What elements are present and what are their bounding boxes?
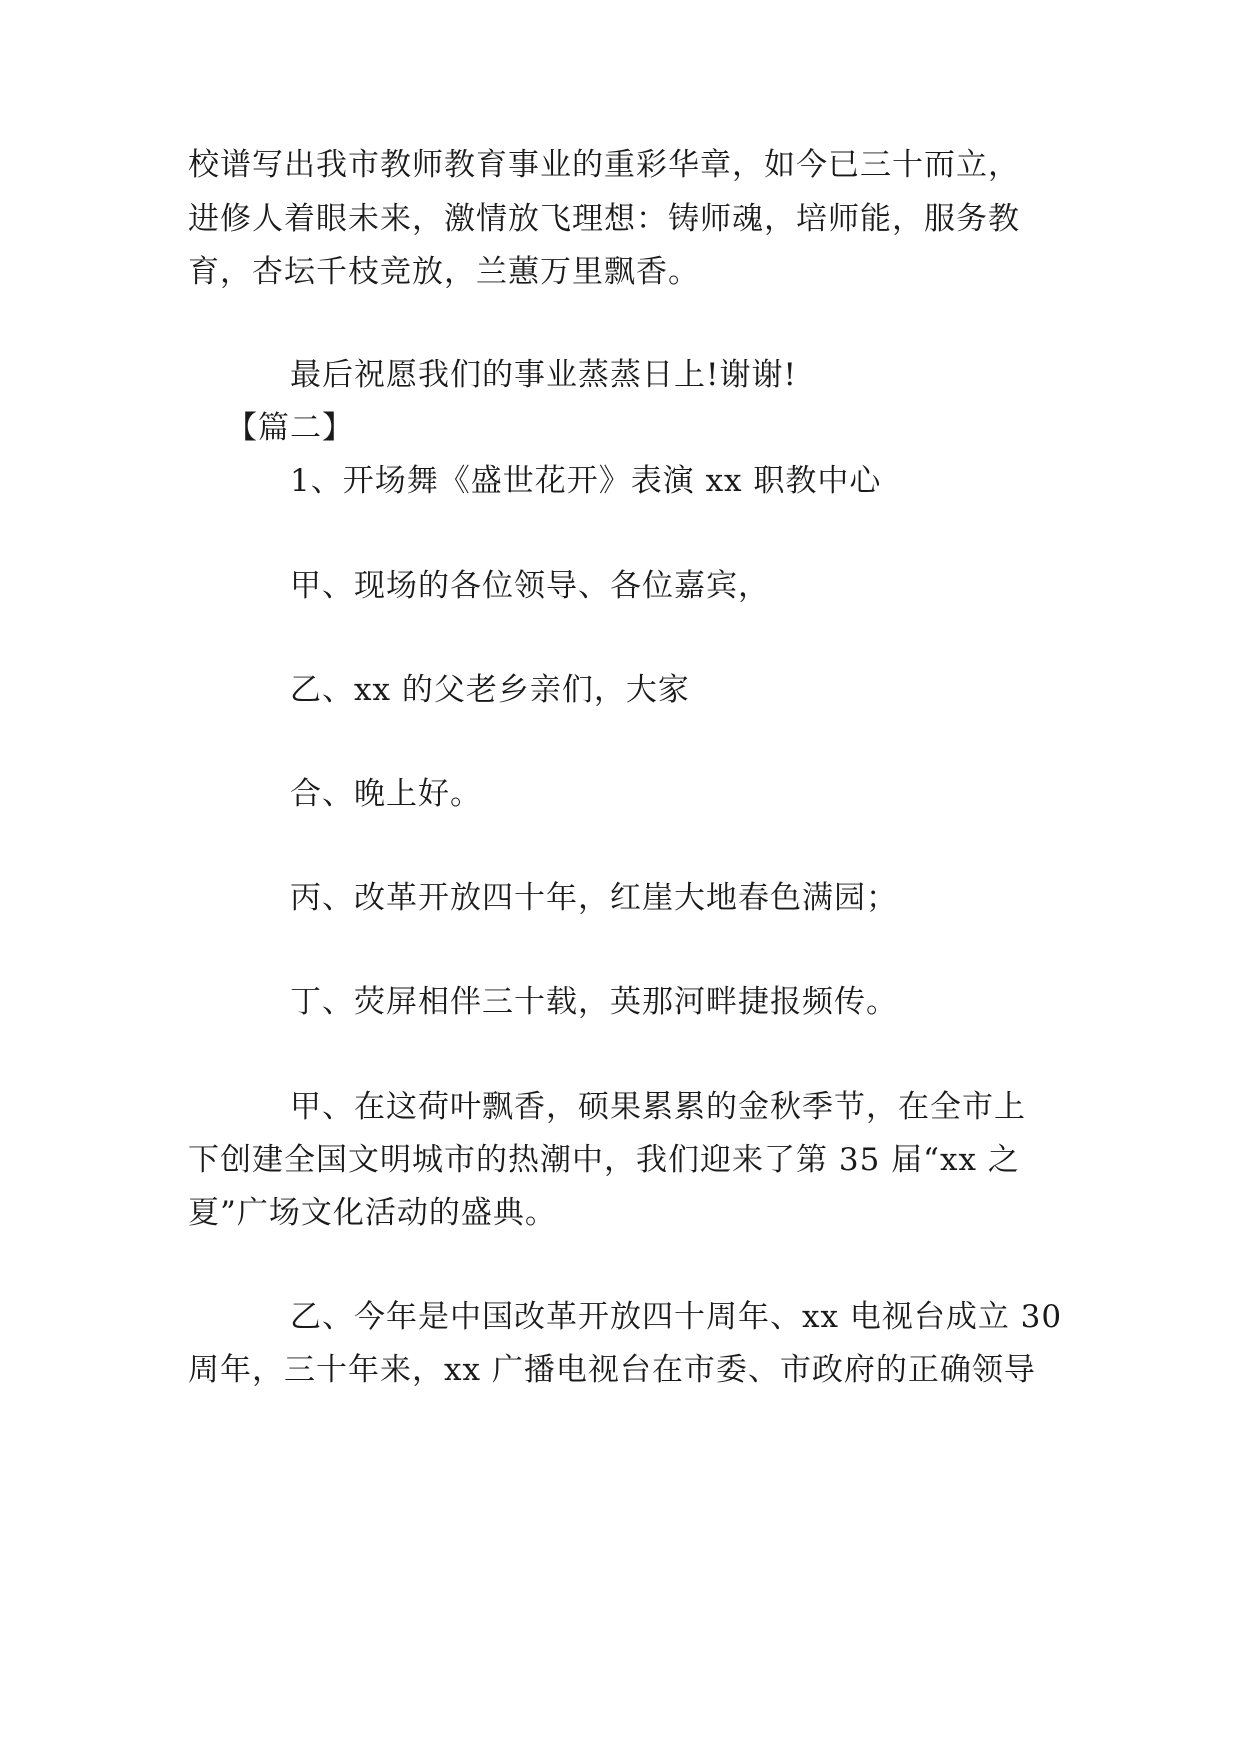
paragraph-line: 周年，三十年来，xx 广播电视台在市委、市政府的正确领导	[188, 1352, 1036, 1388]
section-heading: 【篇二】	[226, 410, 354, 446]
closing-line: 最后祝愿我们的事业蒸蒸日上!谢谢!	[290, 357, 797, 393]
host-line-yi: 乙、xx 的父老乡亲们，大家	[290, 672, 690, 708]
paragraph-line: 育，杏坛千枝竞放，兰蕙万里飘香。	[188, 254, 700, 290]
paragraph-line: 校谱写出我市教师教育事业的重彩华章，如今已三十而立，	[188, 147, 1020, 183]
paragraph-line: 下创建全国文明城市的热潮中，我们迎来了第 35 届“xx 之	[188, 1142, 1020, 1178]
paragraph-line: 甲、在这荷叶飘香，硕果累累的金秋季节，在全市上	[290, 1089, 1026, 1125]
host-line-bing: 丙、改革开放四十年，红崖大地春色满园；	[290, 880, 898, 916]
paragraph-line: 进修人着眼未来，激情放飞理想：铸师魂，培师能，服务教	[188, 201, 1020, 237]
host-line-jia: 甲、现场的各位领导、各位嘉宾，	[290, 568, 770, 604]
paragraph-line: 夏”广场文化活动的盛典。	[188, 1195, 557, 1231]
program-item: 1、开场舞《盛世花开》表演 xx 职教中心	[290, 463, 882, 499]
paragraph-line: 乙、今年是中国改革开放四十周年、xx 电视台成立 30	[290, 1299, 1063, 1335]
host-line-ding: 丁、荧屏相伴三十载，英那河畔捷报频传。	[290, 984, 898, 1020]
host-line-he: 合、晚上好。	[290, 776, 482, 812]
